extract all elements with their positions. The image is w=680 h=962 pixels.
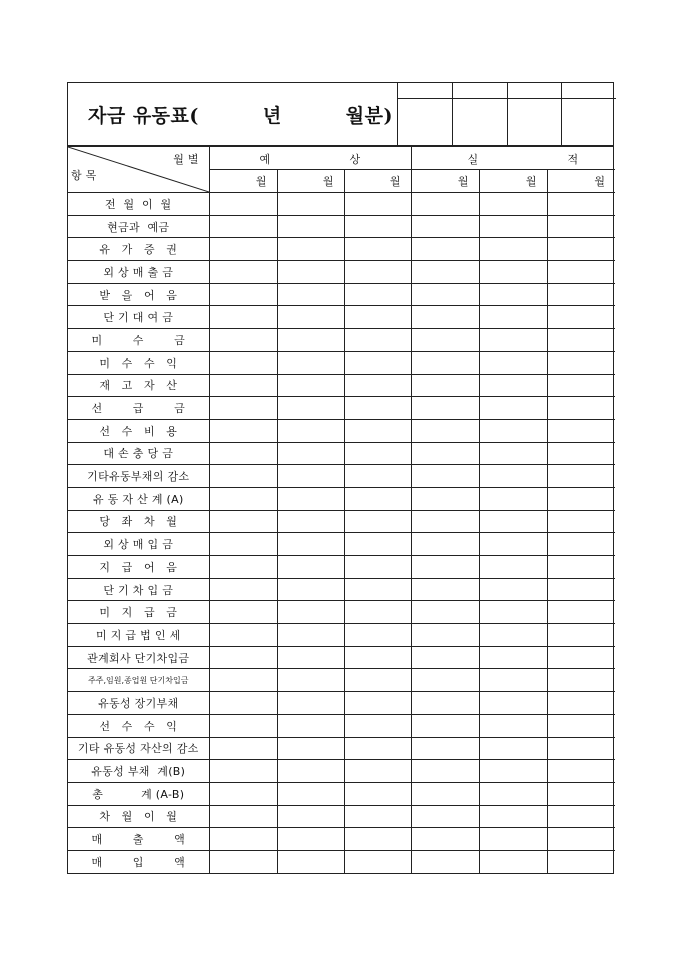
value-cell[interactable]: [344, 850, 411, 872]
value-cell[interactable]: [411, 782, 479, 805]
value-cell[interactable]: [344, 692, 411, 715]
value-cell[interactable]: [209, 760, 277, 783]
value-cell[interactable]: [547, 646, 615, 669]
row-label: 매 출 액: [68, 828, 209, 851]
row-label: 현금과 예금: [68, 215, 209, 238]
table-row: [68, 782, 615, 805]
value-cell[interactable]: [209, 737, 277, 760]
row-label: 외 상 매 출 금: [68, 261, 209, 284]
value-cell[interactable]: [209, 397, 277, 420]
value-cell[interactable]: [344, 397, 411, 420]
value-cell[interactable]: [411, 669, 479, 692]
value-cell[interactable]: [277, 624, 344, 647]
value-cell[interactable]: [277, 850, 344, 872]
corner-month-label: 월별: [173, 153, 203, 166]
value-cell[interactable]: [344, 442, 411, 465]
value-cell[interactable]: [547, 261, 615, 284]
month-header: 월: [547, 170, 615, 193]
table-row: [68, 419, 615, 442]
value-cell[interactable]: [411, 351, 479, 374]
table-row: [68, 487, 615, 510]
value-cell[interactable]: [411, 329, 479, 352]
value-cell[interactable]: [547, 850, 615, 872]
value-cell[interactable]: [547, 714, 615, 737]
value-cell[interactable]: [411, 805, 479, 828]
row-label: 재 고 자 산: [68, 374, 209, 397]
row-label: 미 지 급 금: [68, 601, 209, 624]
table-row: [68, 374, 615, 397]
table-row: [68, 556, 615, 579]
row-label: 매 입 액: [68, 850, 209, 872]
value-cell[interactable]: [209, 646, 277, 669]
value-cell[interactable]: [547, 306, 615, 329]
table-row: [68, 737, 615, 760]
month-header: 월: [209, 170, 277, 193]
value-cell[interactable]: [547, 419, 615, 442]
value-cell[interactable]: [547, 238, 615, 261]
value-cell[interactable]: [547, 351, 615, 374]
row-label: 미 지 급 법 인 세: [68, 624, 209, 647]
table-row: [68, 261, 615, 284]
value-cell[interactable]: [547, 465, 615, 488]
value-cell[interactable]: [411, 850, 479, 872]
value-cell[interactable]: [547, 737, 615, 760]
value-cell[interactable]: [411, 419, 479, 442]
value-cell[interactable]: [411, 306, 479, 329]
value-cell[interactable]: [344, 306, 411, 329]
value-cell[interactable]: [479, 601, 547, 624]
value-cell[interactable]: [344, 374, 411, 397]
value-cell[interactable]: [344, 669, 411, 692]
value-cell[interactable]: [411, 465, 479, 488]
table-row: [68, 714, 615, 737]
row-label: 지 급 어 음: [68, 556, 209, 579]
value-cell[interactable]: [479, 850, 547, 872]
value-cell[interactable]: [344, 465, 411, 488]
row-label: 미 수 금: [68, 329, 209, 352]
value-cell[interactable]: [277, 760, 344, 783]
cash-flow-table: [67, 145, 614, 874]
form-title: 자금 유동표( 년 월분): [88, 105, 393, 127]
value-cell[interactable]: [411, 646, 479, 669]
row-label: 주주,임원,종업원 단기차입금: [68, 669, 209, 692]
value-cell[interactable]: [411, 397, 479, 420]
row-label: 총 계 (A-B): [68, 782, 209, 805]
value-cell[interactable]: [277, 397, 344, 420]
table-row: [68, 283, 615, 306]
forecast-char-2: 상: [349, 152, 361, 166]
month-header: 월: [344, 170, 411, 193]
value-cell[interactable]: [547, 692, 615, 715]
value-cell[interactable]: [411, 624, 479, 647]
value-cell[interactable]: [277, 329, 344, 352]
value-cell[interactable]: [344, 533, 411, 556]
value-cell[interactable]: [411, 442, 479, 465]
value-cell[interactable]: [547, 760, 615, 783]
value-cell[interactable]: [479, 351, 547, 374]
value-cell[interactable]: [209, 578, 277, 601]
value-cell[interactable]: [344, 624, 411, 647]
row-label: 유 가 증 권: [68, 238, 209, 261]
value-cell[interactable]: [547, 601, 615, 624]
row-label: 단 기 대 여 금: [68, 306, 209, 329]
row-label: 미 수 수 익: [68, 351, 209, 374]
value-cell[interactable]: [277, 510, 344, 533]
value-cell[interactable]: [479, 397, 547, 420]
value-cell[interactable]: [479, 805, 547, 828]
row-label: 전 월 이 월: [68, 193, 209, 216]
value-cell[interactable]: [277, 556, 344, 579]
table-row: [68, 351, 615, 374]
row-label: 단 기 차 입 금: [68, 578, 209, 601]
table-row: [68, 669, 615, 692]
table-row: [68, 805, 615, 828]
table-row: [68, 465, 615, 488]
value-cell[interactable]: [344, 601, 411, 624]
row-label: 관계회사 단기차입금: [68, 646, 209, 669]
row-label: 선 급 금: [68, 397, 209, 420]
corner-header: [68, 147, 209, 193]
value-cell[interactable]: [209, 805, 277, 828]
month-header: 월: [277, 170, 344, 193]
value-cell[interactable]: [277, 215, 344, 238]
value-cell[interactable]: [411, 556, 479, 579]
row-label: 유동성 장기부채: [68, 692, 209, 715]
value-cell[interactable]: [479, 533, 547, 556]
value-cell[interactable]: [344, 556, 411, 579]
table-row: [68, 329, 615, 352]
value-cell[interactable]: [209, 261, 277, 284]
month-header: 월: [479, 170, 547, 193]
value-cell[interactable]: [479, 510, 547, 533]
value-cell[interactable]: [479, 374, 547, 397]
value-cell[interactable]: [479, 669, 547, 692]
actual-char-2: 적: [567, 152, 579, 166]
value-cell[interactable]: [547, 193, 615, 216]
value-cell[interactable]: [277, 261, 344, 284]
approval-box[interactable]: [398, 83, 453, 145]
value-cell[interactable]: [277, 283, 344, 306]
actual-header: [411, 147, 615, 170]
value-cell[interactable]: [479, 578, 547, 601]
title-area: [67, 82, 614, 145]
value-cell[interactable]: [209, 442, 277, 465]
month-header: 월: [411, 170, 479, 193]
forecast-header: [209, 147, 411, 170]
value-cell[interactable]: [344, 487, 411, 510]
approval-boxes: [397, 83, 616, 145]
value-cell[interactable]: [479, 760, 547, 783]
value-cell[interactable]: [479, 624, 547, 647]
value-cell[interactable]: [209, 556, 277, 579]
value-cell[interactable]: [547, 556, 615, 579]
value-cell[interactable]: [209, 714, 277, 737]
value-cell[interactable]: [209, 329, 277, 352]
value-cell[interactable]: [344, 238, 411, 261]
value-cell[interactable]: [479, 556, 547, 579]
value-cell[interactable]: [209, 238, 277, 261]
value-cell[interactable]: [277, 465, 344, 488]
corner-item-label: 항목: [71, 169, 101, 182]
value-cell[interactable]: [344, 419, 411, 442]
value-cell[interactable]: [277, 669, 344, 692]
value-cell[interactable]: [479, 646, 547, 669]
value-cell[interactable]: [411, 578, 479, 601]
value-cell[interactable]: [479, 306, 547, 329]
value-cell[interactable]: [277, 419, 344, 442]
value-cell[interactable]: [209, 510, 277, 533]
table-row: [68, 238, 615, 261]
value-cell[interactable]: [547, 442, 615, 465]
value-cell[interactable]: [479, 737, 547, 760]
table-row: [68, 850, 615, 872]
row-label: 차 월 이 월: [68, 805, 209, 828]
value-cell[interactable]: [479, 215, 547, 238]
value-cell[interactable]: [479, 283, 547, 306]
value-cell[interactable]: [547, 805, 615, 828]
value-cell[interactable]: [411, 215, 479, 238]
approval-box[interactable]: [562, 83, 616, 145]
value-cell[interactable]: [344, 760, 411, 783]
value-cell[interactable]: [277, 238, 344, 261]
value-cell[interactable]: [479, 487, 547, 510]
value-cell[interactable]: [479, 193, 547, 216]
value-cell[interactable]: [547, 487, 615, 510]
row-label: 당 좌 차 월: [68, 510, 209, 533]
value-cell[interactable]: [411, 714, 479, 737]
forecast-char-1: 예: [259, 152, 271, 166]
value-cell[interactable]: [547, 578, 615, 601]
value-cell[interactable]: [209, 351, 277, 374]
table-row: [68, 193, 615, 216]
value-cell[interactable]: [547, 828, 615, 851]
value-cell[interactable]: [479, 419, 547, 442]
value-cell[interactable]: [344, 283, 411, 306]
value-cell[interactable]: [209, 828, 277, 851]
value-cell[interactable]: [277, 374, 344, 397]
value-cell[interactable]: [411, 828, 479, 851]
value-cell[interactable]: [277, 737, 344, 760]
value-cell[interactable]: [411, 601, 479, 624]
actual-char-1: 실: [467, 152, 479, 166]
cash-flow-form: [67, 82, 614, 874]
table-row: [68, 624, 615, 647]
value-cell[interactable]: [547, 283, 615, 306]
row-label: 받 을 어 음: [68, 283, 209, 306]
value-cell[interactable]: [344, 805, 411, 828]
value-cell[interactable]: [344, 261, 411, 284]
value-cell[interactable]: [547, 329, 615, 352]
value-cell[interactable]: [547, 215, 615, 238]
table-row: [68, 578, 615, 601]
value-cell[interactable]: [277, 646, 344, 669]
value-cell[interactable]: [209, 624, 277, 647]
value-cell[interactable]: [277, 193, 344, 216]
value-cell[interactable]: [411, 193, 479, 216]
table-row: [68, 760, 615, 783]
value-cell[interactable]: [209, 782, 277, 805]
value-cell[interactable]: [411, 283, 479, 306]
row-label: 선 수 비 용: [68, 419, 209, 442]
row-label: 기타유동부채의 감소: [68, 465, 209, 488]
value-cell[interactable]: [209, 465, 277, 488]
value-cell[interactable]: [411, 261, 479, 284]
value-cell[interactable]: [411, 238, 479, 261]
value-cell[interactable]: [344, 782, 411, 805]
value-cell[interactable]: [209, 601, 277, 624]
value-cell[interactable]: [277, 487, 344, 510]
value-cell[interactable]: [209, 306, 277, 329]
value-cell[interactable]: [277, 782, 344, 805]
value-cell[interactable]: [547, 374, 615, 397]
value-cell[interactable]: [277, 578, 344, 601]
row-label: 대 손 충 당 금: [68, 442, 209, 465]
value-cell[interactable]: [411, 374, 479, 397]
value-cell[interactable]: [479, 442, 547, 465]
value-cell[interactable]: [344, 737, 411, 760]
value-cell[interactable]: [209, 533, 277, 556]
row-label: 선 수 수 익: [68, 714, 209, 737]
value-cell[interactable]: [344, 193, 411, 216]
value-cell[interactable]: [479, 714, 547, 737]
value-cell[interactable]: [411, 760, 479, 783]
value-cell[interactable]: [547, 510, 615, 533]
table-row: [68, 215, 615, 238]
value-cell[interactable]: [547, 533, 615, 556]
table-row: [68, 397, 615, 420]
value-cell[interactable]: [277, 828, 344, 851]
value-cell[interactable]: [479, 238, 547, 261]
value-cell[interactable]: [411, 510, 479, 533]
value-cell[interactable]: [344, 510, 411, 533]
value-cell[interactable]: [209, 215, 277, 238]
value-cell[interactable]: [547, 397, 615, 420]
value-cell[interactable]: [277, 533, 344, 556]
value-cell[interactable]: [344, 646, 411, 669]
value-cell[interactable]: [277, 442, 344, 465]
value-cell[interactable]: [277, 714, 344, 737]
value-cell[interactable]: [547, 782, 615, 805]
value-cell[interactable]: [277, 805, 344, 828]
table-row: [68, 442, 615, 465]
value-cell[interactable]: [479, 782, 547, 805]
value-cell[interactable]: [209, 487, 277, 510]
value-cell[interactable]: [209, 374, 277, 397]
value-cell[interactable]: [344, 215, 411, 238]
value-cell[interactable]: [411, 533, 479, 556]
table-row: [68, 646, 615, 669]
value-cell[interactable]: [344, 828, 411, 851]
value-cell[interactable]: [479, 828, 547, 851]
row-label: 유동성 부채 계(B): [68, 760, 209, 783]
row-label: 외 상 매 입 금: [68, 533, 209, 556]
value-cell[interactable]: [209, 193, 277, 216]
value-cell[interactable]: [479, 261, 547, 284]
value-cell[interactable]: [344, 714, 411, 737]
value-cell[interactable]: [479, 329, 547, 352]
table-row: [68, 692, 615, 715]
value-cell[interactable]: [209, 419, 277, 442]
value-cell[interactable]: [411, 737, 479, 760]
table-row: [68, 601, 615, 624]
value-cell[interactable]: [209, 283, 277, 306]
row-label: 유 동 자 산 계 (A): [68, 487, 209, 510]
approval-box[interactable]: [453, 83, 508, 145]
value-cell[interactable]: [479, 465, 547, 488]
value-cell[interactable]: [411, 692, 479, 715]
table-row: [68, 828, 615, 851]
value-cell[interactable]: [344, 578, 411, 601]
value-cell[interactable]: [547, 624, 615, 647]
value-cell[interactable]: [411, 487, 479, 510]
value-cell[interactable]: [277, 692, 344, 715]
row-label: 기타 유동성 자산의 감소: [68, 737, 209, 760]
value-cell[interactable]: [277, 601, 344, 624]
value-cell[interactable]: [344, 329, 411, 352]
table-row: [68, 533, 615, 556]
value-cell[interactable]: [277, 306, 344, 329]
value-cell[interactable]: [209, 669, 277, 692]
approval-box[interactable]: [508, 83, 563, 145]
table-row: [68, 306, 615, 329]
value-cell[interactable]: [547, 669, 615, 692]
table-row: [68, 510, 615, 533]
value-cell[interactable]: [209, 692, 277, 715]
value-cell[interactable]: [209, 850, 277, 872]
value-cell[interactable]: [479, 692, 547, 715]
value-cell[interactable]: [344, 351, 411, 374]
value-cell[interactable]: [277, 351, 344, 374]
